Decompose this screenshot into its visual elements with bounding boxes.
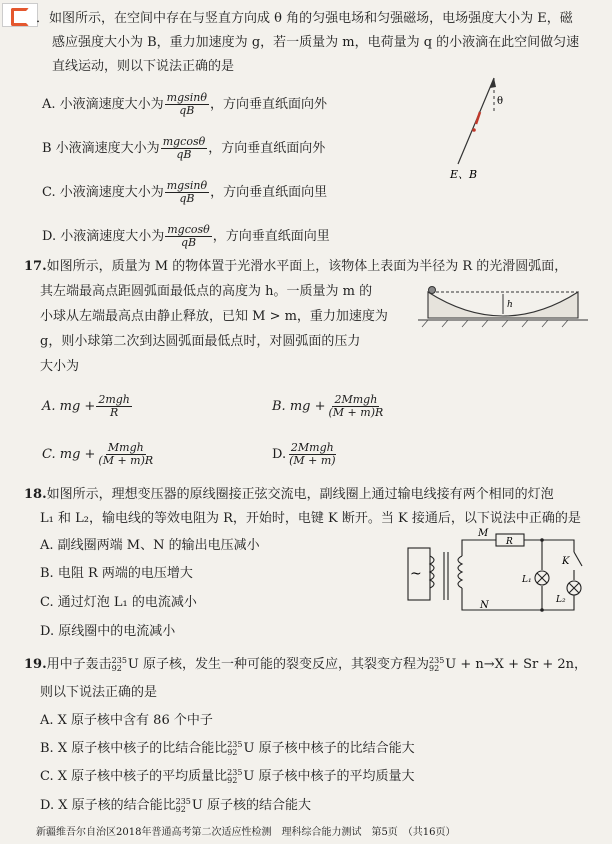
denominator: qB (176, 148, 192, 161)
isotope-u (176, 798, 191, 814)
option-label: D. (272, 447, 287, 462)
switch-k-icon (574, 552, 582, 566)
wire-top-right (524, 540, 574, 552)
mass-number: 235 (227, 739, 243, 749)
droplet-icon (472, 128, 476, 132)
question-number: 18. (24, 487, 47, 502)
q18-circuit-diagram (400, 526, 596, 622)
lamp-l2-cross (569, 583, 579, 593)
q18-text: 如图所示，理想变压器的原线圈接正弦交流电，副线圈上通过输电线接有两个相同的灯泡 (46, 487, 554, 502)
ac-source-icon: ~ (410, 566, 422, 582)
q17-option-d (272, 442, 339, 467)
option-text-a: C. X 原子核中核子的平均质量比 (40, 769, 228, 784)
q18-line1 (24, 486, 554, 504)
numerator: mgsinθ (166, 179, 208, 192)
label-k: K (562, 556, 570, 567)
q18-option-d: D. 原线圈中的电流减小 (40, 624, 176, 639)
q16-option-a (42, 92, 327, 117)
fraction (161, 136, 208, 161)
q17-line4: g，则小球第二次到达圆弧面最低点时，对圆弧面的压力 (40, 334, 361, 349)
denominator: (M + m)R (98, 454, 154, 467)
label-l1: L₁ (522, 575, 532, 585)
app-logo-icon (2, 3, 38, 27)
mass-number: 235 (175, 796, 191, 806)
option-label: D. 小液滴速度大小为 (42, 229, 165, 244)
theta-label: θ (497, 96, 504, 107)
junction-top (540, 538, 544, 542)
option-suffix: ，方向垂直纸面向里 (212, 229, 330, 244)
q17-bowl-diagram (418, 282, 588, 332)
label-n: N (480, 600, 489, 611)
denominator: (M + m) (289, 454, 336, 467)
isotope-u (227, 741, 242, 757)
label-m: M (478, 528, 489, 539)
q19-option-d (40, 797, 311, 815)
q17-text: 如图所示，质量为 M 的物体置于光滑水平面上，该物体上表面为半径为 R 的光滑圆弧面， (46, 259, 568, 274)
question-number: 19. (24, 657, 47, 672)
q19-option-a: A. X 原子核中含有 86 个中子 (40, 713, 213, 728)
option-label: C. 小液滴速度大小为 (42, 185, 164, 200)
q16-option-c (42, 180, 327, 205)
numerator: mgcosθ (167, 223, 210, 236)
mass-number: 235 (111, 655, 127, 665)
fraction (96, 442, 155, 467)
fraction (165, 180, 209, 205)
q16-option-d (42, 224, 330, 249)
fraction (165, 224, 212, 249)
q17-line2: 其左端最高点距圆弧面最低点的高度为 h。一质量为 m 的 (40, 284, 373, 299)
option-label: C. mg + (42, 447, 96, 462)
q18-line2: L₁ 和 L₂，输电线的等效电阻为 R，开始时，电键 K 断开。当 K 接通后，以下说法中正确的是 (40, 511, 581, 526)
fraction (96, 394, 132, 419)
option-text-a: B. X 原子核中核子的比结合能比 (40, 741, 228, 756)
droplet-path-mark (476, 112, 480, 124)
numerator: 2Mmgh (334, 393, 378, 406)
lamp-l1-cross (537, 573, 547, 583)
denominator: (M + m)R (328, 406, 384, 419)
q16-field-diagram (430, 74, 520, 184)
q19-text-a: 用中子轰击 (46, 657, 112, 672)
q19-line2: 则以下说法正确的是 (40, 685, 158, 700)
q17-line1 (24, 258, 567, 276)
atomic-number: 92 (429, 663, 440, 673)
numerator: 2mgh (98, 393, 130, 406)
q16-line2: 感应强度大小为 B，重力加速度为 g，若一质量为 m，电荷量为 q 的小液滴在此空间做匀速 (52, 35, 580, 50)
q17-option-a (42, 394, 133, 419)
isotope-u (227, 769, 242, 785)
numerator: 2Mmgh (290, 441, 334, 454)
q18-option-c: C. 通过灯泡 L₁ 的电流减小 (40, 595, 197, 610)
equation-tail: U + n→X + Sr + 2n， (445, 657, 588, 672)
option-suffix: ，方向垂直纸面向外 (210, 97, 328, 112)
q19-text-b: U 原子核，发生一种可能的裂变反应，其裂变方程为 (127, 657, 430, 672)
label-l2: L₂ (556, 595, 566, 605)
option-text-b: U 原子核中核子的平均质量大 (243, 769, 415, 784)
q19-option-b (40, 740, 415, 758)
denominator: qB (180, 236, 197, 249)
atomic-number: 92 (227, 747, 238, 757)
height-label: h (507, 300, 513, 310)
q17-option-c (42, 442, 156, 467)
numerator: mgcosθ (162, 135, 206, 148)
primary-coil (430, 556, 434, 588)
option-label: B. mg + (272, 399, 326, 414)
option-text-a: D. X 原子核的结合能比 (40, 798, 176, 813)
mass-number: 235 (227, 767, 243, 777)
secondary-coil (458, 556, 462, 588)
q17-line3: 小球从左端最高点由静止释放，已知 M > m，重力加速度为 (40, 309, 388, 324)
fraction (287, 442, 338, 467)
q18-option-a: A. 副线圈两端 M、N 的输出电压减小 (40, 538, 260, 553)
page-footer: 新疆维吾尔自治区2018年普通高考第二次适应性检测 理科综合能力测试 第5页 （共16页） (36, 827, 456, 838)
option-label: A. 小液滴速度大小为 (42, 97, 164, 112)
atomic-number: 92 (175, 804, 186, 814)
denominator: qB (179, 192, 195, 205)
isotope-u-eq (429, 657, 444, 673)
denominator: qB (179, 104, 195, 117)
option-label: B 小液滴速度大小为 (42, 141, 160, 156)
q17-option-b (272, 394, 386, 419)
label-r: R (506, 537, 513, 547)
wire-top-left (462, 540, 496, 556)
q19-option-c (40, 768, 415, 786)
eb-label: E、B (450, 168, 478, 181)
q16-line1: ．如图所示，在空间中存在与竖直方向成 θ 角的匀强电场和匀强磁场，电场强度大小为 E，磁 (36, 11, 573, 26)
denominator: R (109, 406, 119, 419)
q17-line5: 大小为 (40, 359, 80, 374)
option-suffix: ，方向垂直纸面向里 (210, 185, 328, 200)
junction-bottom (540, 608, 544, 612)
option-label: A. mg + (42, 399, 96, 414)
question-number: 17. (24, 259, 47, 274)
option-suffix: ，方向垂直纸面向外 (208, 141, 326, 156)
q16-option-b (42, 136, 325, 161)
q19-line1 (24, 656, 587, 674)
fraction (165, 92, 209, 117)
numerator: mgsinθ (166, 91, 207, 104)
atomic-number: 92 (227, 775, 238, 785)
q16-line3: 直线运动，则以下说法正确的是 (52, 59, 235, 74)
ball-icon (429, 287, 436, 294)
isotope-u (112, 657, 127, 673)
option-text-b: U 原子核中核子的比结合能大 (243, 741, 415, 756)
q18-option-b: B. 电阻 R 两端的电压增大 (40, 566, 193, 581)
ground-hatch (422, 320, 568, 327)
fraction (327, 394, 386, 419)
numerator: Mmgh (107, 441, 144, 454)
mass-number: 235 (429, 655, 445, 665)
atomic-number: 92 (111, 663, 122, 673)
option-text-b: U 原子核的结合能大 (191, 798, 311, 813)
